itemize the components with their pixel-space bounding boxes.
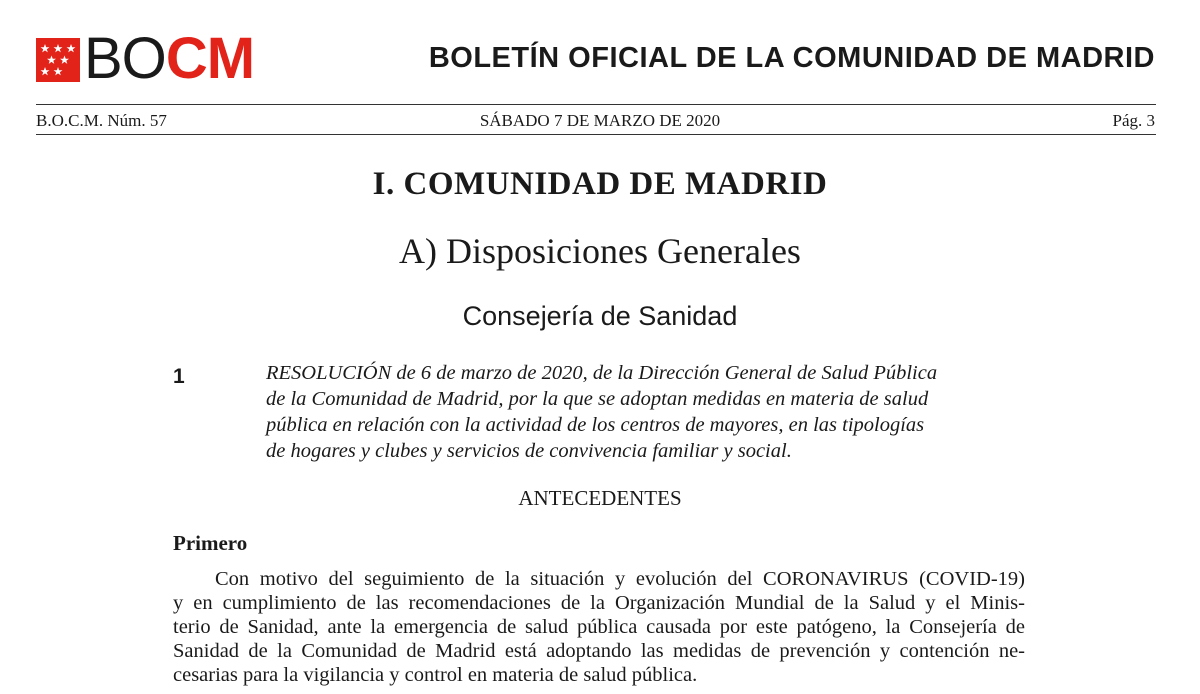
stars-icon	[36, 38, 80, 82]
madrid-flag-logo	[36, 38, 80, 82]
logo-cm-text: CM	[165, 26, 255, 91]
antecedentes-heading: ANTECEDENTES	[518, 486, 682, 510]
issue-date: SÁBADO 7 DE MARZO DE 2020	[479, 111, 721, 130]
paragraph-line: Con motivo del seguimiento de la situación y evolución del CORONAVIRUS (COVID-19)	[215, 568, 1025, 590]
primero-paragraph	[173, 567, 1025, 687]
page-number: Pág. 3	[1112, 111, 1155, 130]
paragraph-line: cesarias para la vigilancia y control en materia de salud pública.	[173, 664, 698, 686]
entry-number: 1	[173, 365, 185, 388]
section-title: I. COMUNIDAD DE MADRID	[372, 166, 828, 202]
primero-label: Primero	[173, 531, 248, 555]
resolution-title	[266, 360, 1026, 464]
issue-number: B.O.C.M. Núm. 57	[36, 111, 167, 130]
bocm-logo	[84, 27, 254, 91]
section-subtitle: A) Disposiciones Generales	[399, 231, 801, 271]
paragraph-line: Sanidad de la Comunidad de Madrid está adoptando las medidas de prevención y contención ne-	[173, 640, 1025, 662]
paragraph-line: terio de Sanidad, ante la emergencia de salud pública causada por este patógeno, la Consejería de	[173, 616, 1025, 638]
resolution-line: RESOLUCIÓN de 6 de marzo de 2020, de la Dirección General de Salud Pública	[266, 362, 938, 384]
resolution-line: pública en relación con la actividad de los centros de mayores, en las tipologías	[266, 414, 925, 436]
header-rule-top	[36, 104, 1156, 105]
publication-title: BOLETÍN OFICIAL DE LA COMUNIDAD DE MADRID	[428, 42, 1155, 74]
logo-bo-text: BO	[84, 26, 166, 91]
header-rule-bottom	[36, 134, 1156, 135]
paragraph-line: y en cumplimiento de las recomendaciones de la Organización Mundial de la Salud y el Minis-	[173, 592, 1025, 614]
resolution-line: de hogares y clubes y servicios de convivencia familiar y social.	[266, 440, 792, 462]
resolution-line: de la Comunidad de Madrid, por la que se adoptan medidas en materia de salud	[266, 388, 929, 410]
department-name: Consejería de Sanidad	[462, 301, 738, 331]
